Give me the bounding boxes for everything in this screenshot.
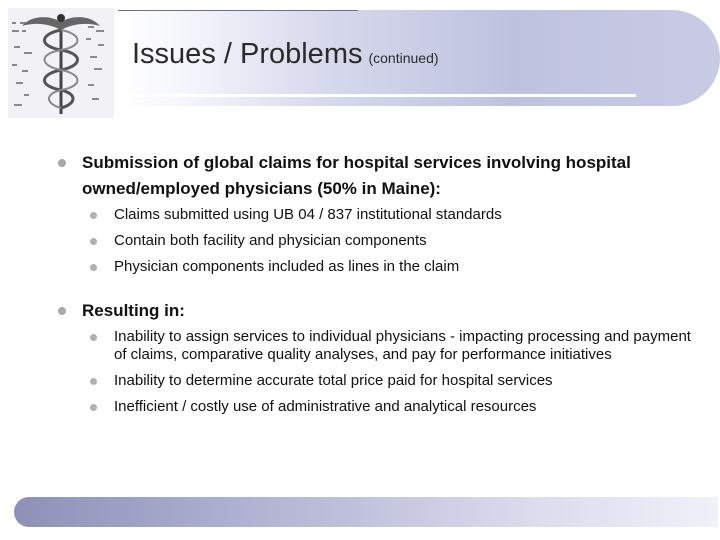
sub-bullet-item [58, 328, 698, 364]
sub-bullet-dot-icon [90, 334, 97, 341]
bullet-dot-icon [58, 159, 66, 167]
header-top-line [118, 10, 358, 11]
logo-mark-icon [0, 0, 122, 122]
sub-bullet-item [58, 232, 698, 250]
sub-bullet-text: Inability to determine accurate total price paid for hospital services [114, 372, 553, 389]
sub-bullet-text: Claims submitted using UB 04 / 837 institutional standards [114, 206, 502, 223]
bullet-text: Submission of global claims for hospital services involving hospital owned/employed physicians (50% in Maine): [82, 153, 631, 198]
sub-bullet-text: Physician components included as lines in the claim [114, 258, 460, 275]
sub-bullet-text: Inability to assign services to individual physicians - impacting processing and payment of claims, comparative quality analyses, and pay for performance initiatives [114, 328, 691, 363]
bullet-block [58, 150, 698, 276]
sub-bullet-dot-icon [90, 212, 97, 219]
sub-bullet-dot-icon [90, 378, 97, 385]
sub-bullet-dot-icon [90, 238, 97, 245]
sub-bullet-item [58, 258, 698, 276]
bullet-dot-icon [58, 307, 66, 315]
sub-bullet-item [58, 372, 698, 390]
slide-title [132, 38, 692, 78]
sub-bullet-item [58, 398, 698, 416]
bullet-item [58, 298, 698, 324]
footer-bar [14, 497, 718, 527]
sub-bullet-text: Inefficient / costly use of administrative and analytical resources [114, 398, 537, 415]
sub-bullet-list [58, 206, 698, 276]
sub-bullet-text: Contain both facility and physician components [114, 232, 427, 249]
bullet-text: Resulting in: [82, 301, 185, 320]
sub-bullet-dot-icon [90, 264, 97, 271]
sub-bullet-item [58, 206, 698, 224]
title-suffix: (continued) [368, 50, 439, 66]
sub-bullet-dot-icon [90, 404, 97, 411]
bullet-item [58, 150, 698, 202]
bullet-block [58, 298, 698, 416]
sub-bullet-list [58, 328, 698, 416]
slide-content [58, 150, 698, 424]
title-main: Issues / Problems [132, 38, 363, 70]
title-underline [118, 94, 636, 97]
